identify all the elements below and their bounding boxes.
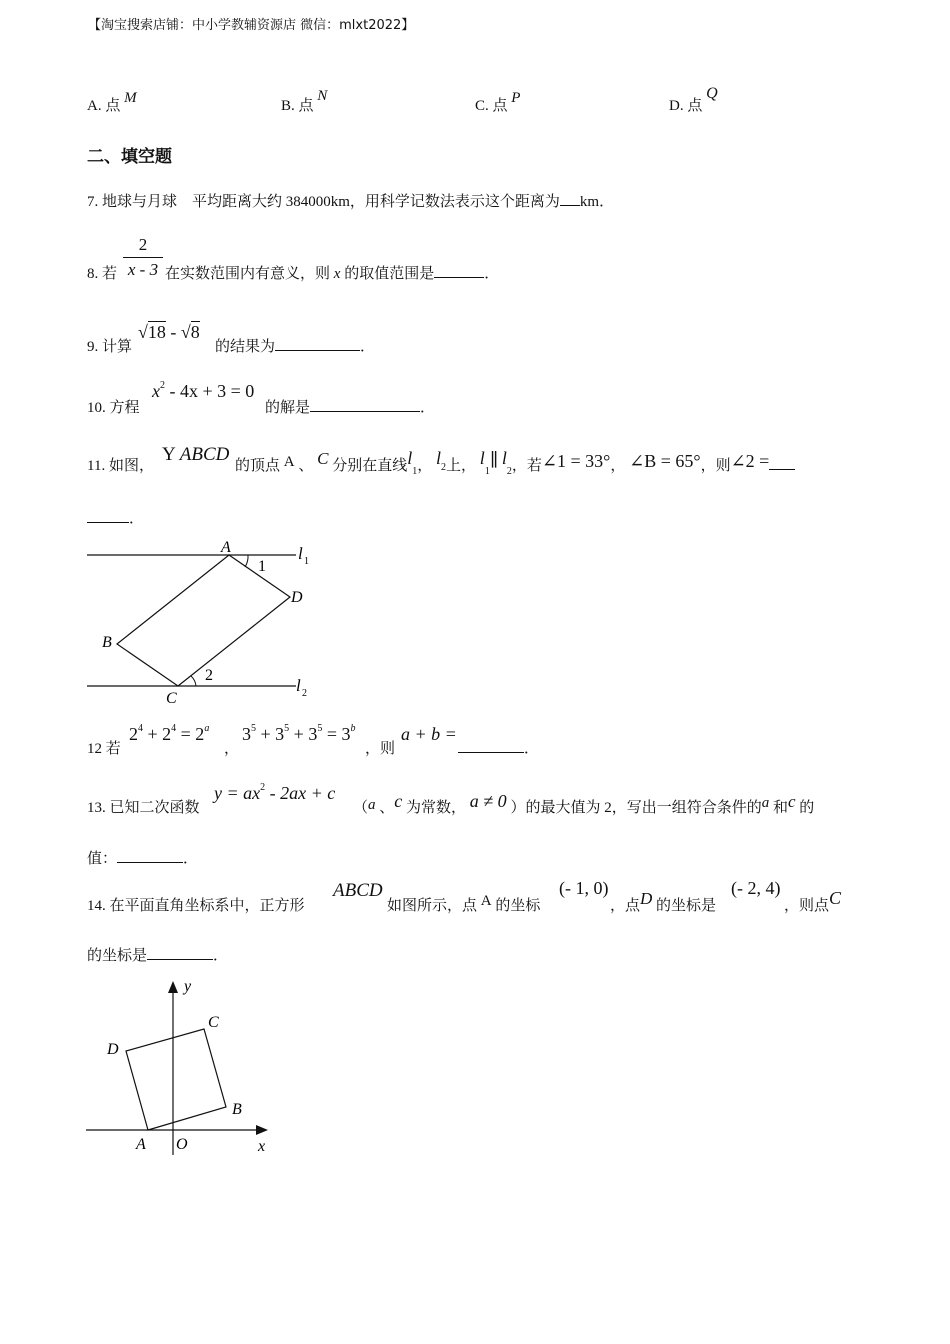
q9-blank: [275, 338, 360, 351]
q7-blank: [560, 193, 580, 206]
q12-prefix: 12 若: [87, 741, 121, 757]
q13-function: [214, 783, 335, 804]
q11-l2-sub: 2: [441, 462, 447, 473]
q11-end: ．: [129, 511, 145, 527]
q13-c: c: [394, 791, 403, 811]
q9-rest: [215, 335, 375, 356]
q8-denominator: x - 3: [123, 257, 163, 280]
label-b: B: [102, 634, 112, 651]
q11-t4: ，若: [511, 458, 542, 474]
choice-c-var: P: [511, 90, 521, 106]
angle-2-arc: [191, 676, 196, 686]
label-l1-sub: 1: [304, 556, 309, 567]
q12-eq2-plus: +: [260, 724, 271, 744]
y-axis-arrow: [168, 981, 178, 993]
q14-line1c: [784, 888, 842, 915]
question-8: [87, 262, 117, 283]
q14-name: ABCD: [333, 880, 383, 901]
label-1: 1: [258, 558, 266, 575]
q11-name: ABCD: [179, 444, 230, 465]
label-c: C: [208, 1014, 219, 1031]
q11-l1-sub: 1: [412, 466, 418, 477]
q9-minus: -: [170, 322, 177, 342]
q9-expression: √18 - √8: [138, 322, 200, 342]
choice-a: [87, 90, 137, 115]
q11-l1b-sub: 1: [484, 466, 490, 477]
q11-blank-b: [87, 510, 129, 523]
figure-parallelogram: [80, 535, 320, 710]
q12-eq2-exp: 5: [251, 723, 256, 734]
question-10: [87, 396, 140, 417]
label-a: A: [136, 1136, 146, 1153]
choice-d-var: Q: [706, 85, 718, 102]
q14-line1b: [610, 889, 717, 915]
q13-p1: （: [353, 800, 369, 816]
q12-eq2-exp3: 5: [317, 723, 323, 734]
q14-t4: 的坐标是: [656, 898, 717, 914]
q12-eq1-base: 2: [129, 724, 138, 744]
q10-rest-eq: - 4x + 3 = 0: [169, 381, 255, 401]
q14-line1a: [387, 894, 540, 915]
q9-end: ．: [360, 339, 376, 355]
q11-symbol: Y: [162, 444, 176, 465]
q14-a: A: [480, 893, 492, 909]
q13-line1: [353, 791, 815, 817]
header-shop-text: 【淘宝搜索店铺：中小学教辅资源店 微信：mlxt2022】: [88, 18, 415, 33]
q12-eq1-exp: 4: [138, 723, 143, 734]
q9-radicand-2: 8: [190, 322, 200, 342]
label-y: y: [184, 978, 192, 995]
q14-t2: 的坐标: [495, 898, 541, 914]
q11-t1: 的顶点: [235, 458, 281, 474]
q14-line2-text: 的坐标是: [87, 948, 148, 964]
q13-and: 和: [772, 800, 788, 816]
q14-t1: 如图所示，点: [387, 898, 478, 914]
q14-t5: ，则点: [784, 898, 830, 914]
q13-func-a: y = ax: [214, 783, 261, 803]
q11-l2b: l: [501, 448, 507, 468]
label-c: C: [166, 690, 177, 707]
q11-t5: ，则: [700, 458, 731, 474]
q13-func-b: - 2ax + c: [269, 783, 336, 803]
section-title: 二、填空题: [87, 147, 172, 167]
question-11: [87, 454, 154, 475]
q13-blank: [117, 850, 183, 863]
q12-answer: [458, 737, 539, 758]
q8-fraction: [123, 235, 163, 280]
choice-d: [669, 85, 718, 115]
q12-comma: ，: [224, 741, 240, 757]
q13-a: a: [368, 797, 376, 813]
question-14: [87, 894, 305, 915]
q8-rest: [165, 262, 499, 283]
q13-end: ．: [183, 851, 199, 867]
square-abcd: [126, 1029, 226, 1130]
q12-eq1-plus: +: [147, 724, 158, 744]
q12-eq2-base: 3: [242, 724, 251, 744]
q14-coord-a: (- 1, 0): [559, 878, 609, 898]
q13-sep: 、: [379, 800, 395, 816]
q13-prefix: 13. 已知二次函数: [87, 800, 200, 816]
q14-c: C: [829, 888, 842, 908]
q11-t3: 上，: [446, 458, 477, 474]
q11-l2: l: [436, 448, 442, 468]
q12-blank: [458, 740, 524, 753]
q11-parallel: ∥: [489, 450, 499, 470]
q11-angle1: ∠1 = 33°: [541, 451, 611, 471]
q11-a: A: [283, 454, 295, 470]
label-o: O: [176, 1136, 188, 1153]
choice-b-label: B. 点: [281, 98, 314, 114]
q10-suffix: 的解是: [265, 400, 311, 416]
q11-l1: l: [407, 448, 413, 468]
q8-blank: [434, 265, 484, 278]
q8-suffix: 的取值范围是: [344, 266, 435, 282]
q12-eq1-exp2: 4: [171, 723, 177, 734]
q12-eq2: [242, 724, 355, 745]
q11-angle-b: ∠B = 65°: [629, 451, 701, 471]
q14-t3: ，点: [610, 898, 641, 914]
q12-end: ．: [524, 741, 540, 757]
q13-t3: 的: [799, 800, 815, 816]
q8-prefix: 8. 若: [87, 266, 118, 282]
q13-line2-text: 值：: [87, 851, 118, 867]
q13-line2: [87, 847, 198, 868]
choice-a-label: A. 点: [87, 98, 121, 114]
q13-t2: ）的最大值为 2，写出一组符合条件的: [510, 800, 762, 816]
x-axis-arrow: [256, 1125, 268, 1135]
q8-numerator: 2: [138, 235, 148, 254]
label-l2-sub: 2: [302, 688, 307, 699]
q10-end: ．: [420, 400, 436, 416]
q10-rest: [265, 396, 435, 417]
q14-blank: [147, 947, 213, 960]
q11-parallelogram: [162, 444, 229, 466]
question-7: [87, 190, 614, 211]
q7-text: 7. 地球与月球 平均距离大约 384000km，用科学记数法表示这个距离为: [87, 194, 560, 210]
q8-mid: 在实数范围内有意义，则: [165, 266, 331, 282]
q14-end: ．: [213, 948, 229, 964]
q12-eq2-base2: 3: [275, 724, 285, 744]
q11-comma2: ，: [610, 458, 626, 474]
q11-comma: ，: [417, 458, 433, 474]
q8-var: x: [333, 266, 341, 282]
choice-a-var: M: [124, 90, 137, 106]
q10-blank: [310, 399, 420, 412]
question-12: [87, 737, 121, 758]
label-x: x: [258, 1138, 266, 1155]
q12-eq2-exp2: 5: [284, 723, 290, 734]
q13-cond: a ≠ 0: [469, 791, 507, 811]
choice-b: [281, 88, 328, 115]
question-13: [87, 796, 200, 817]
q9-suffix: 的结果为: [215, 339, 276, 355]
choice-c: [475, 90, 521, 115]
q13-func-exp: 2: [260, 782, 266, 793]
label-2: 2: [205, 667, 213, 684]
question-9: [87, 335, 132, 356]
label-b: B: [232, 1101, 242, 1118]
q11-l1b: l: [479, 448, 485, 468]
figure-coordinate-square: [80, 975, 280, 1165]
choice-d-label: D. 点: [669, 98, 703, 114]
q11-c: C: [317, 449, 329, 468]
label-a: A: [221, 539, 231, 556]
q12-eq2-plus2: +: [293, 724, 304, 744]
q9-radicand-1: 18: [147, 322, 166, 342]
q12-eq1-base2: 2: [162, 724, 172, 744]
q14-prefix: 14. 在平面直角坐标系中，正方形: [87, 898, 305, 914]
q14-line2: [87, 944, 228, 965]
q12-expr: a + b =: [401, 724, 457, 744]
q12-eq1-rhs: = 2: [180, 724, 205, 744]
q13-t1: 为常数，: [406, 800, 467, 816]
q10-prefix: 10. 方程: [87, 400, 140, 416]
q14-d: D: [640, 889, 653, 908]
q12-then: ，则: [365, 741, 396, 757]
q13-a2: a: [761, 795, 770, 811]
q12-eq2-b: b: [350, 723, 356, 734]
label-l1: l: [298, 544, 303, 563]
q12-eq2-rhs: = 3: [326, 724, 351, 744]
q11-l2b-sub: 2: [506, 466, 512, 477]
q11-blank-a: [769, 457, 795, 470]
q10-x: x: [152, 381, 160, 401]
q13-c2: c: [787, 792, 796, 811]
q8-end: ．: [484, 266, 500, 282]
label-d: D: [291, 589, 303, 606]
q11-t2: 分别在直线: [332, 458, 408, 474]
choice-b-var: N: [317, 88, 328, 104]
label-l2: l: [296, 676, 301, 695]
label-d: D: [107, 1041, 119, 1058]
q12-eq2-base3: 3: [308, 724, 318, 744]
q12-eq1-a: a: [204, 723, 210, 734]
angle-1-arc: [245, 555, 248, 567]
q11-line2: [87, 507, 144, 528]
q9-prefix: 9. 计算: [87, 339, 133, 355]
q14-coord-d: (- 2, 4): [731, 878, 781, 898]
q7-unit: km．: [579, 194, 615, 210]
choice-c-label: C. 点: [475, 98, 508, 114]
q11-prefix: 11. 如图，: [87, 458, 154, 474]
q11-sep: 、: [298, 458, 314, 474]
q10-equation: [152, 381, 254, 402]
q11-angle2: ∠2 =: [730, 451, 770, 471]
q11-line1: [235, 448, 795, 477]
q12-eq1: [129, 724, 209, 745]
q10-exp: 2: [160, 380, 165, 391]
